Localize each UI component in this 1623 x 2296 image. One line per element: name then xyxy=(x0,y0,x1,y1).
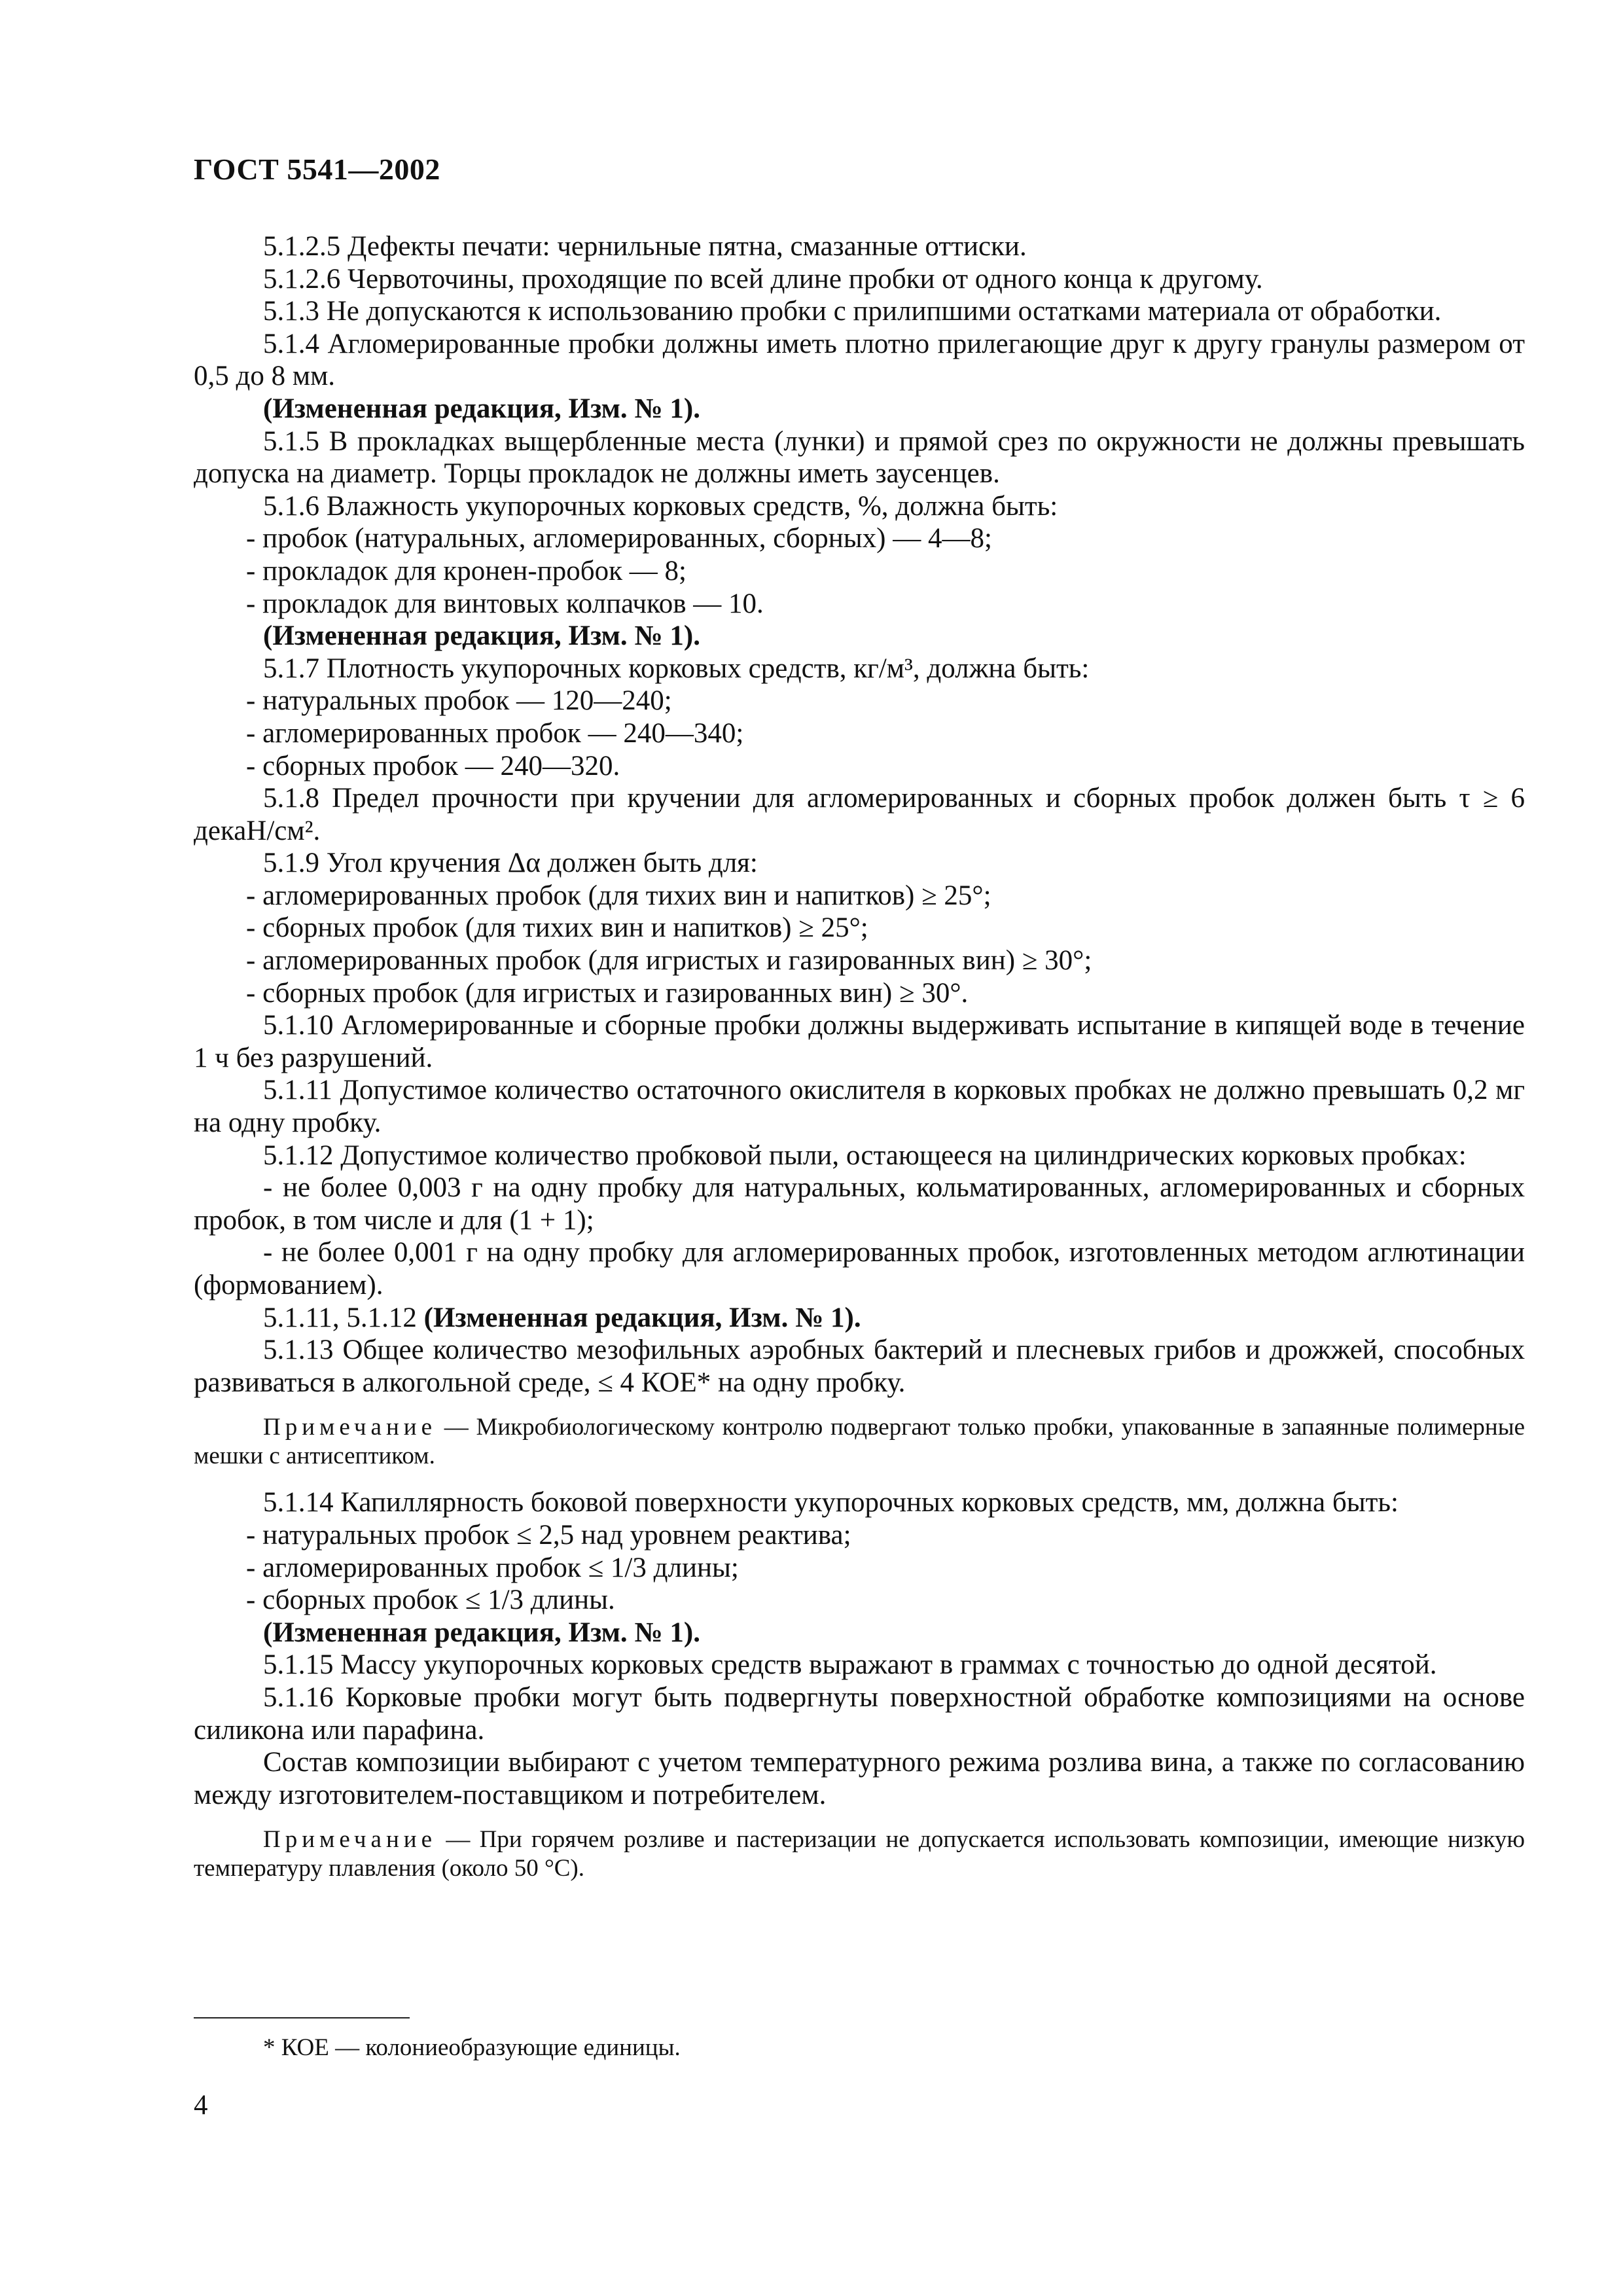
clause-5-1-12: 5.1.12 Допустимое количество пробковой пыли, остающееся на цилиндрических корковых пробках: xyxy=(263,1139,1467,1171)
list-item: - сборных пробок ≤ 1/3 длины. xyxy=(246,1585,615,1616)
list-item: - натуральных пробок — 120—240; xyxy=(246,685,672,717)
note-text: — При горячем розливе и пастеризации не допускается использовать композиции, имеющие низкую температуру плавления (около 50 °С). xyxy=(194,1826,1525,1882)
list-item: - пробок (натуральных, агломерированных, сборных) — 4—8; xyxy=(246,523,992,554)
clause-5-1-15: 5.1.15 Массу укупорочных корковых средств выражают в граммах с точностью до одной десятой. xyxy=(263,1649,1437,1681)
list-item: - не более 0,003 г на одну пробку для натуральных, кольматированных, агломерированных и сборных пробок, в том числе и для (1 + 1); xyxy=(194,1172,1525,1236)
clause-5-1-9: 5.1.9 Угол кручения Δα должен быть для: xyxy=(263,848,758,879)
list-item: - агломерированных пробок (для тихих вин и напитков) ≥ 25°; xyxy=(246,880,991,911)
list-item: - не более 0,001 г на одну пробку для агломерированных пробок, изготовленных методом аглютинации (формованием). xyxy=(194,1237,1525,1300)
note-microbiology xyxy=(194,1413,1525,1471)
note-label: Примечание xyxy=(263,1826,437,1854)
amendment-note: (Измененная редакция, Изм. № 1). xyxy=(263,1617,700,1648)
list-item: - сборных пробок (для игристых и газированных вин) ≥ 30°. xyxy=(246,977,969,1009)
list-item: - прокладок для винтовых колпачков — 10. xyxy=(246,588,764,619)
list-item: - сборных пробок (для тихих вин и напитков) ≥ 25°; xyxy=(246,912,868,944)
note-text: — Микробиологическому контролю подвергают только пробки, упакованные в запаянные полимерные мешки с антисептиком. xyxy=(194,1414,1525,1470)
clause-5-1-3: 5.1.3 Не допускаются к использованию пробки с прилипшими остатками материала от обработки. xyxy=(263,296,1442,327)
clause-5-1-7: 5.1.7 Плотность укупорочных корковых средств, кг/м³, должна быть: xyxy=(263,653,1090,684)
list-item: - агломерированных пробок (для игристых и газированных вин) ≥ 30°; xyxy=(246,945,1092,977)
amendment-note: (Измененная редакция, Изм. № 1). xyxy=(263,393,700,424)
clause-5-1-5: 5.1.5 В прокладках выщербленные места (лунки) и прямой срез по окружности не должны превышать допуска на диаметр. Торцы прокладок не должны иметь заусенцев. xyxy=(194,425,1525,490)
footnote-divider xyxy=(194,2017,410,2018)
clause-5-1-16: 5.1.16 Корковые пробки могут быть подвергнуты поверхностной обработке композициями на основе силикона или парафина. xyxy=(194,1681,1525,1746)
clause-5-1-13: 5.1.13 Общее количество мезофильных аэробных бактерий и плесневых грибов и дрожжей, способных развиваться в алкогольной среде, ≤ 4 КОЕ* на одну пробку. xyxy=(194,1335,1525,1398)
amendment-note: (Измененная редакция, Изм. № 1). xyxy=(263,620,700,652)
amendment-label: (Измененная редакция, Изм. № 1). xyxy=(423,1302,861,1333)
list-item: - натуральных пробок ≤ 2,5 над уровнем реактива; xyxy=(246,1519,851,1551)
clause-5-1-2-6: 5.1.2.6 Червоточины, проходящие по всей длине пробки от одного конца к другому. xyxy=(263,263,1263,295)
clause-5-1-11: 5.1.11 Допустимое количество остаточного окислителя в корковых пробках не должно превышать 0,2 мг на одну пробку. xyxy=(194,1075,1525,1139)
footnote: * КОЕ — колониеобразующие единицы. xyxy=(263,2034,681,2061)
document-header: ГОСТ 5541—2002 xyxy=(194,152,440,186)
document-body xyxy=(194,230,1525,1899)
clause-5-1-6: 5.1.6 Влажность укупорочных корковых средств, %, должна быть: xyxy=(263,490,1058,522)
list-item: - прокладок для кронен-пробок — 8; xyxy=(246,555,687,586)
note-label: Примечание xyxy=(263,1414,437,1441)
amendment-clauses: 5.1.11, 5.1.12 xyxy=(263,1302,424,1333)
list-item: - сборных пробок — 240—320. xyxy=(246,750,620,781)
composition-paragraph: Состав композиции выбирают с учетом температурного режима розлива вина, а также по согласованию между изготовителем-поставщиком и потребителем. xyxy=(194,1747,1525,1810)
clause-5-1-14: 5.1.14 Капиллярность боковой поверхности укупорочных корковых средств, мм, должна быть: xyxy=(263,1487,1399,1518)
list-item: - агломерированных пробок — 240—340; xyxy=(246,717,744,749)
clause-5-1-10: 5.1.10 Агломерированные и сборные пробки должны выдерживать испытание в кипящей воде в течение 1 ч без разрушений. xyxy=(194,1010,1525,1073)
clause-5-1-2-5: 5.1.2.5 Дефекты печати: чернильные пятна, смазанные оттиски. xyxy=(263,231,1027,262)
page-number: 4 xyxy=(194,2090,208,2121)
note-hot-bottling xyxy=(194,1825,1525,1883)
clause-5-1-8: 5.1.8 Предел прочности при кручении для агломерированных и сборных пробок должен быть τ ≥ 6 декаН/см². xyxy=(194,783,1525,846)
amendment-reference xyxy=(194,1302,1525,1335)
list-item: - агломерированных пробок ≤ 1/3 длины; xyxy=(246,1552,739,1583)
clause-5-1-4: 5.1.4 Агломерированные пробки должны иметь плотно прилегающие друг к другу гранулы размером от 0,5 до 8 мм. xyxy=(194,328,1525,392)
